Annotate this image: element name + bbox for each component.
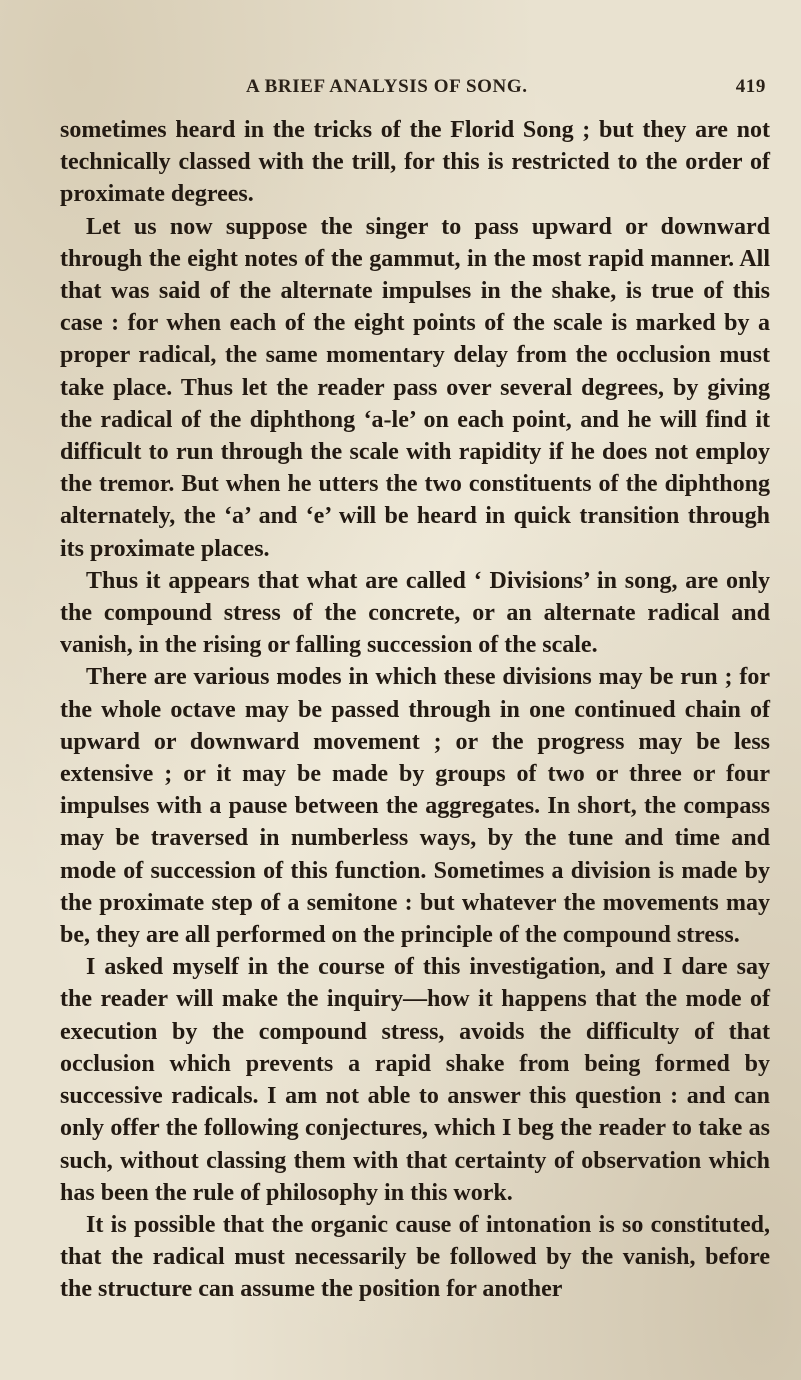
paragraph: Thus it appears that what are called ‘ Divisions’ in song, are only the compound stress of the concrete, or an alternate radical and vanish, in the rising or falling succession of the scale. [60, 567, 770, 659]
page-number: 419 [735, 76, 766, 97]
paragraph: It is possible that the organic cause of intonation is so constituted, that the radical must necessarily be followed by the vanish, before the structure can assume the position for another [60, 1211, 770, 1303]
paragraph: Let us now suppose the singer to pass upward or downward through the eight notes of the gammut, in the most rapid manner. All that was said of the alternate impulses in the shake, is true of this case : for when each of the eight points of the scale is marked by a proper radical, the same momentary delay from the occlusion must take place. Thus let the reader pass over several degrees, by giving the radical of the diphthong ‘a-le’ on each point, and he will find it difficult to run through the scale with rapidity if he does not employ the tremor. But when he utters the two constituents of the diphthong alternately, the ‘a’ and ‘e’ will be heard in quick transition through its proximate places. [60, 213, 770, 562]
running-head-title: A BRIEF ANALYSIS OF SONG. [246, 76, 528, 97]
running-head [246, 76, 766, 106]
paragraph-continuation: sometimes heard in the tricks of the Florid Song ; but they are not technically classed with the trill, for this is restricted to the order of proximate degrees. [60, 117, 770, 208]
paragraph: I asked myself in the course of this investigation, and I dare say the reader will make the inquiry—how it happens that the mode of execution by the compound stress, avoids the difficulty of that occlusion which prevents a rapid shake from being formed by successive radicals. I am not able to answer this question : and can only offer the following conjectures, which I beg the reader to take as such, without classing them with that certainty of observation which has been the rule of philosophy in this work. [60, 954, 770, 1206]
body-text [60, 114, 770, 1306]
paragraph: There are various modes in which these divisions may be run ; for the whole octave may be passed through in one continued chain of upward or downward movement ; or the progress may be less extensive ; or it may be made by groups of two or three or four impulses with a pause between the aggregates. In short, the compass may be traversed in numberless ways, by the tune and time and mode of succession of this function. Sometimes a division is made by the proximate step of a semitone : but whatever the movements may be, they are all performed on the principle of the compound stress. [60, 664, 770, 949]
